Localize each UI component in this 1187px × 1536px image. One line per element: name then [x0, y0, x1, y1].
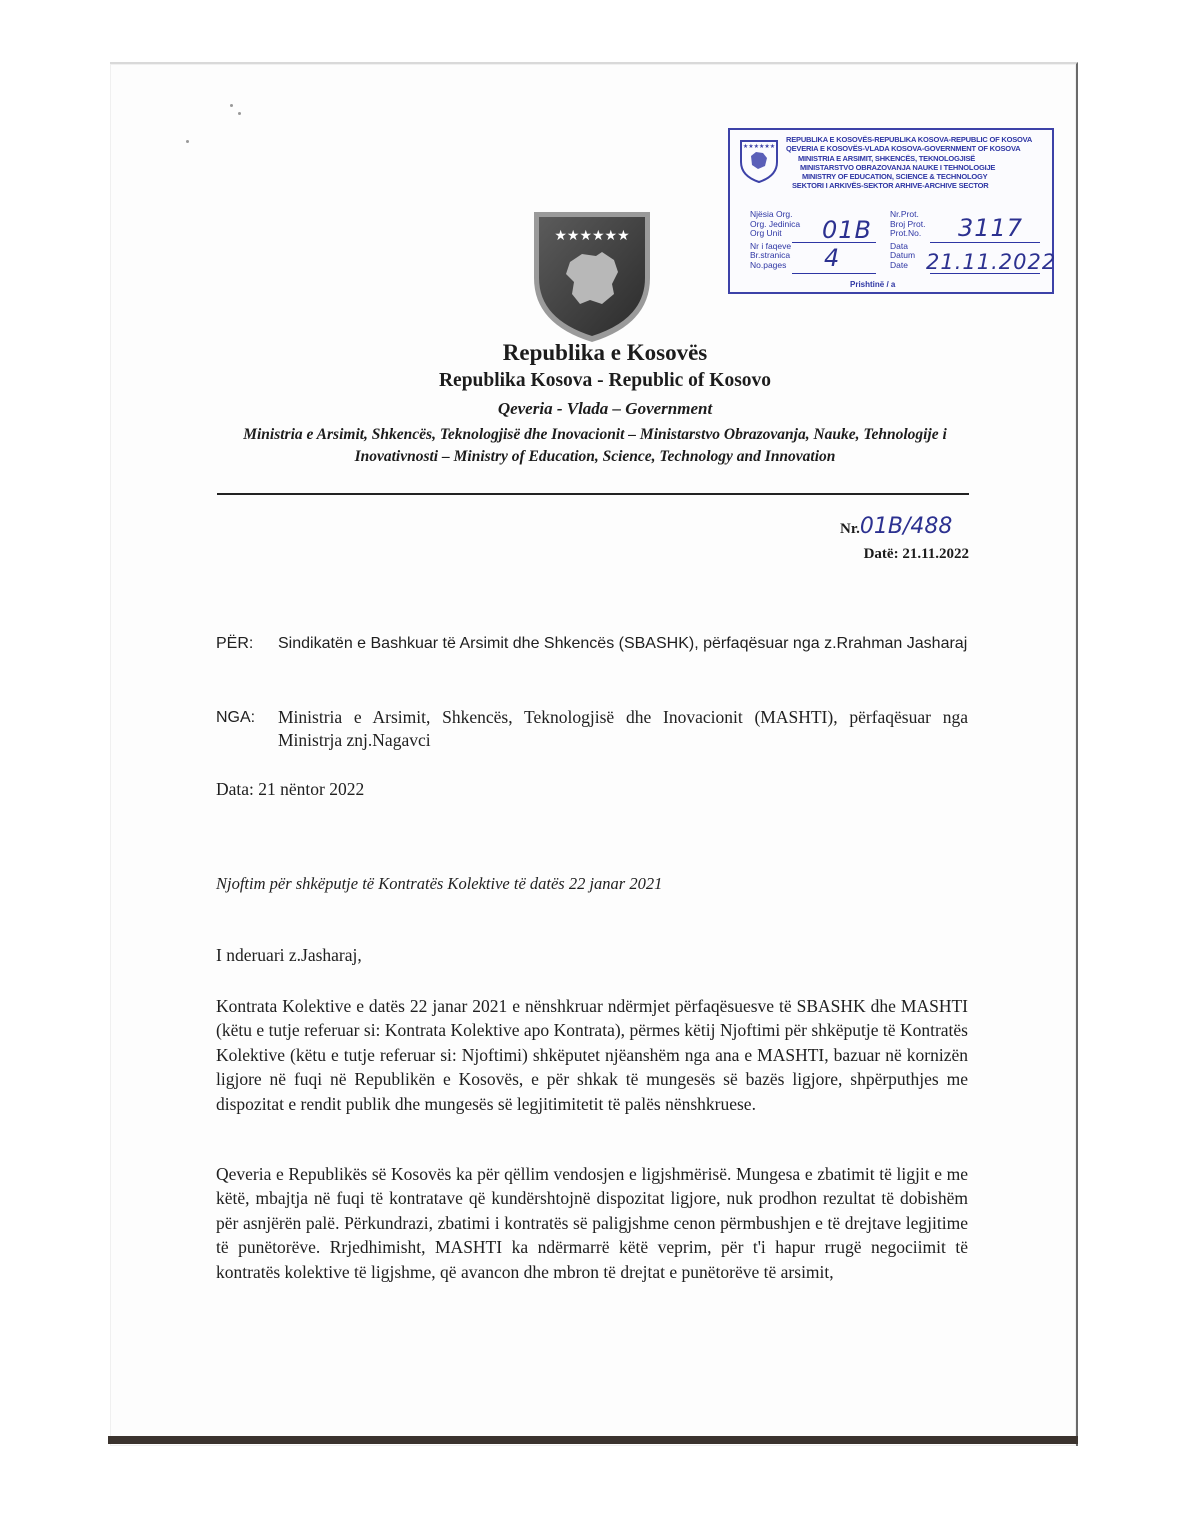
- recipient-text: Sindikatën e Bashkuar të Arsimit dhe Shkencës (SBASHK), përfaqësuar nga z.Rrahman Jasharaj: [278, 635, 968, 652]
- stamp-label: Date: [890, 259, 908, 270]
- header-government: Qeveria - Vlada – Government: [497, 399, 713, 418]
- stamp-label: Broj Prot.: [890, 218, 926, 229]
- stamp-left-labels: [750, 210, 800, 270]
- letter-date: Data: 21 nëntor 2022: [216, 779, 365, 799]
- sender-block: [216, 706, 968, 752]
- stamp-header-line: MINISTRY OF EDUCATION, SCIENCE & TECHNOLOGY: [802, 172, 988, 182]
- svg-text:★★★★★★: ★★★★★★: [554, 228, 630, 244]
- stamp-header: [786, 135, 1050, 191]
- stamp-footer: Prishtinë / a: [850, 280, 896, 289]
- scan-speck: [230, 104, 233, 107]
- stamp-label: No.pages: [750, 259, 787, 270]
- stamp-prot-no-handwritten: 3117: [958, 214, 1024, 242]
- paragraph: Kontrata Kolektive e datës 22 janar 2021 e nënshkruar ndërmjet përfaqësuesve të SBASHK dhe MASHTI (këtu e tutje referuar si: Kontrata Kolektive apo Kontrata), përmes këtij Njoftimi për shkëputje të Kontratës Kolektive (këtu e tutje referuar si: Njoftimi) shkëputet njëanshëm nga ana e MASHTI, bazuar në kornizën ligjore në fuqi në Republikën e Kosovës, e për shkak të mungesës së bazës ligjore, shpërputhjes me dispozitat e rendit publik dhe mungesës së legjitimitetit të palës nënshkruese.: [216, 996, 968, 1114]
- reference-number: [840, 514, 952, 539]
- scan-speck: [238, 112, 241, 115]
- stamp-label: Nr i faqeve: [750, 240, 792, 251]
- header-country-multilingual: Republika Kosova - Republic of Kosovo: [438, 370, 772, 391]
- paper-bottom-edge: [108, 1436, 1078, 1444]
- header-ministry: Ministria e Arsimit, Shkencës, Teknologjisë dhe Inovacionit – Ministarstvo Obrazovanja, Nauke, Tehnologije i Inovativnosti – Ministry of Education, Science, Technology and Innovation: [243, 426, 947, 465]
- stamp-right-labels: [890, 210, 925, 270]
- stamp-label: Data: [890, 240, 908, 251]
- scan-speck: [186, 140, 189, 143]
- reference-number-handwritten: 01B/488: [859, 514, 953, 539]
- svg-text:★★★★★★: ★★★★★★: [742, 144, 776, 150]
- header-divider: [217, 493, 969, 495]
- sender-text: Ministria e Arsimit, Shkencës, Teknologjisë dhe Inovacionit (MASHTI), përfaqësuar nga Ministrja znj.Nagavci: [278, 707, 968, 750]
- stamp-pages-handwritten: 4: [824, 244, 841, 272]
- stamp-header-line: SEKTORI I ARKIVËS-SEKTOR ARHIVE-ARCHIVE SECTOR: [792, 181, 989, 191]
- stamp-label: Prot.No.: [890, 228, 922, 238]
- header-country: Republika e Kosovës: [502, 340, 708, 365]
- registry-stamp: [728, 128, 1057, 294]
- sender-label: NGA:: [216, 709, 256, 726]
- stamp-org-unit-handwritten: 01B: [822, 216, 873, 244]
- stamp-label: Datum: [890, 250, 916, 260]
- paragraph: Qeveria e Republikës së Kosovës ka për qëllim vendosjen e ligjshmërisë. Mungesa e zbatimit të ligjit e me këtë, mbajtja në fuqi të kontratave që kundërshtojnë dispozitat ligjore, nuk prodhon rezultat të dobishëm për asnjërën palë. Përkundrazi, zbatimi i kontratës së paligjshme cenon përmbushjen e të drejtave legjitime të punëtorëve. Rrjedhimisht, MASHTI ka ndërmarrë këtë veprim, për t'i hapur rrugë negociimit të kontratës kolektive të ligjshme, që avancon dhe mbron të drejtat e punëtorëve të arsimit,: [216, 1164, 968, 1282]
- recipient-block: [216, 632, 968, 655]
- kosovo-emblem-icon: [530, 208, 654, 346]
- stamp-label: Org Unit: [750, 228, 782, 238]
- stamp-date-handwritten: 21.11.2022: [926, 250, 1057, 274]
- recipient-label: PËR:: [216, 635, 254, 652]
- stamp-label: Br.stranica: [750, 250, 791, 260]
- stamp-header-line: MINISTRIA E ARSIMIT, SHKENCËS, TEKNOLOGJISË: [798, 153, 976, 163]
- stamp-label: Njësia Org.: [750, 209, 793, 219]
- letter-greeting: I nderuari z.Jasharaj,: [216, 945, 362, 965]
- stamp-label: Org. Jedinica: [750, 218, 801, 229]
- stamp-underline: [930, 242, 1040, 243]
- coat-of-arms-icon: [738, 138, 780, 184]
- reference-number-label: Nr.: [840, 521, 860, 537]
- stamp-label: Nr.Prot.: [890, 209, 919, 219]
- stamp-underline: [792, 273, 876, 274]
- letter-subject: Njoftim për shkëputje të Kontratës Kolektive të datës 22 janar 2021: [216, 874, 663, 893]
- stamp-header-line: MINISTARSTVO OBRAZOVANJA NAUKE I TEHNOLOGIJE: [800, 162, 996, 172]
- stamp-header-line: QEVERIA E KOSOVËS-VLADA KOSOVA-GOVERNMENT OF KOSOVA: [786, 144, 1021, 154]
- reference-date: Datë: 21.11.2022: [863, 546, 969, 562]
- stamp-header-line: REPUBLIKA E KOSOVËS-REPUBLIKA KOSOVA-REPUBLIC OF KOSOVA: [786, 135, 1033, 144]
